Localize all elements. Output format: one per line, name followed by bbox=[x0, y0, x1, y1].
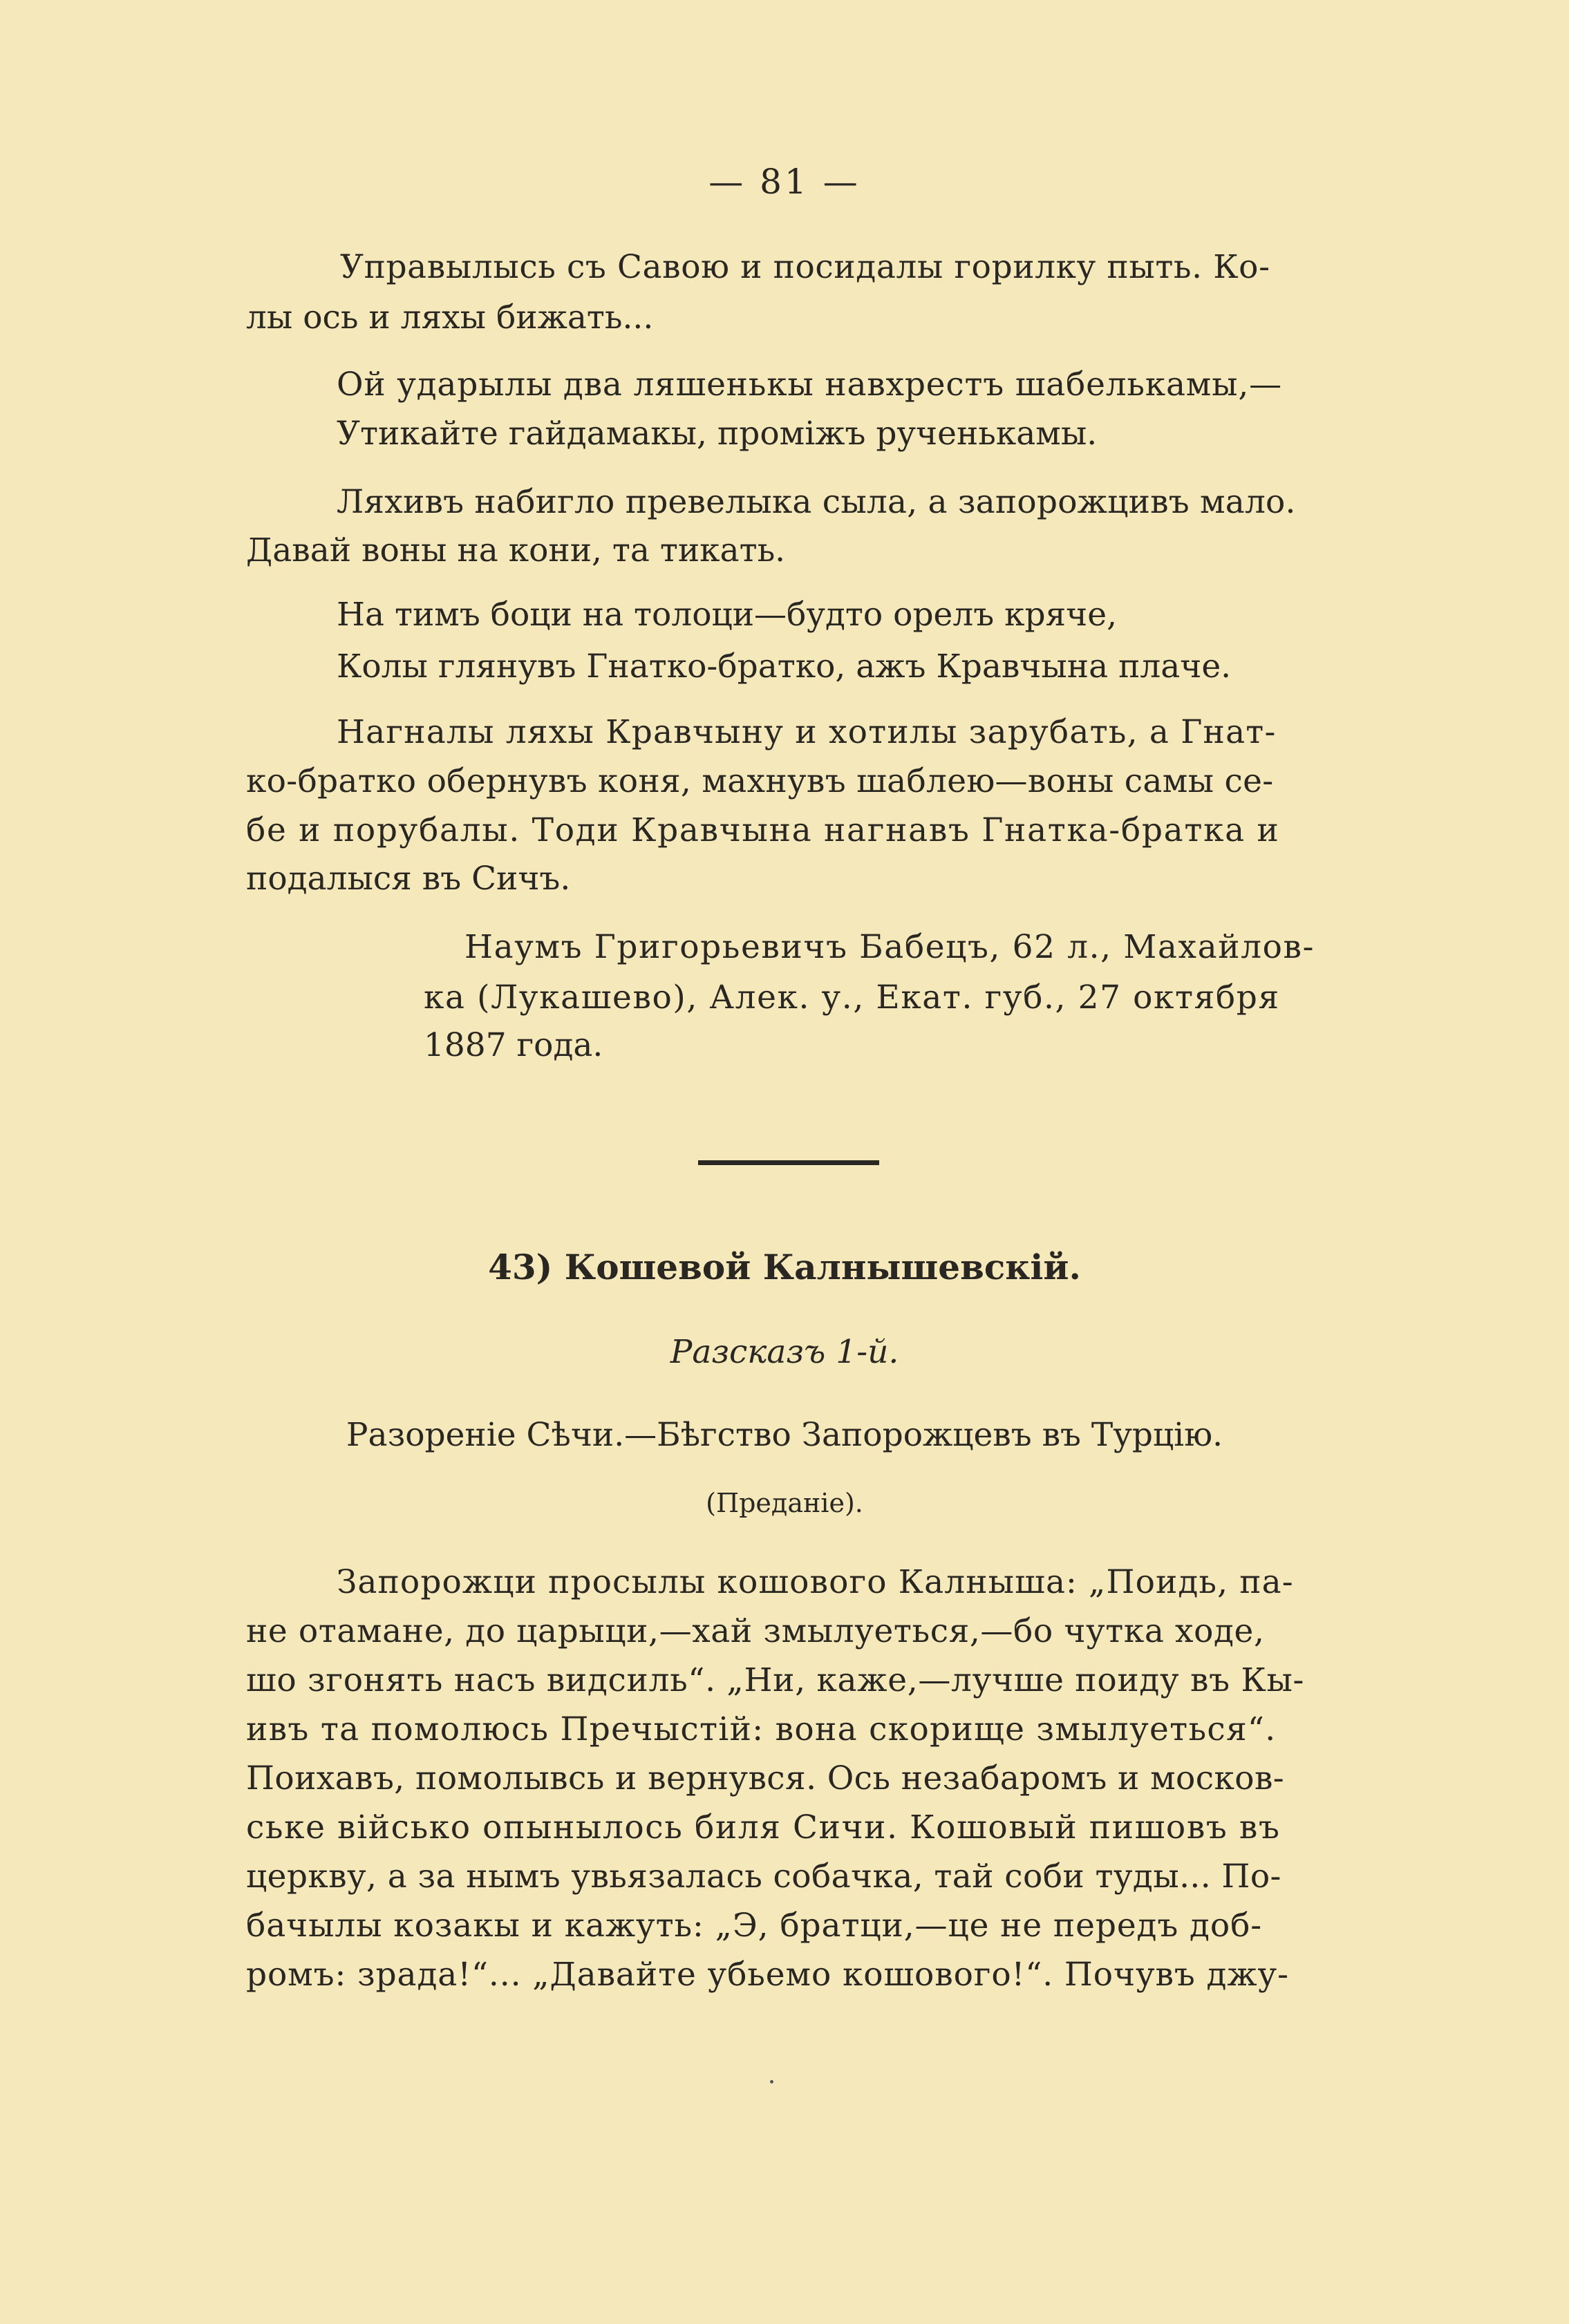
text-line: Давай воны на кони, та тикать. bbox=[246, 531, 786, 569]
text-line: ське військо опынылось биля Сичи. Кошовый пишовъ въ bbox=[246, 1808, 1281, 1846]
text-line: подалыся въ Сичъ. bbox=[246, 860, 571, 898]
verse-line: Ой ударылы два ляшенькы навхрестъ шабелькамы,— bbox=[337, 366, 1282, 404]
attribution-line: ка (Лукашево), Алек. у., Екат. губ., 27 октября bbox=[424, 979, 1280, 1017]
story-topic: Разореніе Сѣчи.—Бѣгство Запорожцевъ въ Турцію. bbox=[346, 1416, 1223, 1454]
text-line: ивъ та помолюсь Пречыстій: вона скорище змылуеться“. bbox=[246, 1710, 1277, 1748]
attribution-line: 1887 года. bbox=[424, 1026, 603, 1064]
section-divider bbox=[698, 1160, 879, 1165]
story-genre: (Преданіе). bbox=[706, 1488, 863, 1518]
print-speck bbox=[770, 2080, 773, 2084]
text-line: ромъ: зрада!“... „Давайте убьемо кошового!“. Почувъ джу- bbox=[246, 1956, 1289, 1994]
text-line: Поихавъ, помолывсь и вернувся. Ось незабаромъ и москов- bbox=[246, 1759, 1285, 1797]
text-line: бе и порубалы. Тоди Кравчына нагнавъ Гнатка-братка и bbox=[246, 811, 1280, 849]
verse-line: Утикайте гайдамакы, проміжъ рученькамы. bbox=[337, 415, 1098, 453]
text-line: Запорожци просылы кошового Калныша: „Поидь, па- bbox=[337, 1563, 1294, 1601]
text-line: не отамане, до царыци,—хай змылуеться,—бо чутка ходе, bbox=[246, 1612, 1265, 1650]
story-subtitle: Разсказъ 1-й. bbox=[670, 1333, 899, 1371]
text-line: Управылысь съ Савою и посидалы горилку пыть. Ко- bbox=[340, 248, 1270, 286]
text-line: ко-братко обернувъ коня, махнувъ шаблею—воны самы се- bbox=[246, 762, 1274, 800]
text-line: шо згонять насъ видсиль“. „Ни, каже,—лучше поиду въ Кы- bbox=[246, 1661, 1305, 1699]
page-number: — 81 — bbox=[708, 162, 861, 202]
text-line: лы ось и ляхы бижать... bbox=[246, 299, 654, 337]
verse-line: На тимъ боци на толоци—будто орелъ кряче, bbox=[337, 596, 1118, 634]
text-line: церкву, а за нымъ увьязалась собачка, тай соби туды... По- bbox=[246, 1858, 1281, 1896]
text-line: бачылы козакы и кажуть: „Э, братци,—це не передъ доб- bbox=[246, 1907, 1263, 1945]
attribution-line: Наумъ Григорьевичъ Бабецъ, 62 л., Махайлов- bbox=[464, 928, 1315, 966]
verse-line: Колы глянувъ Гнатко-братко, ажъ Кравчына плаче. bbox=[337, 648, 1232, 686]
text-line: Нагналы ляхы Кравчыну и хотилы зарубать, а Гнат- bbox=[337, 713, 1277, 751]
section-title: 43) Кошевой Калнышевскій. bbox=[488, 1247, 1081, 1287]
text-line: Ляхивъ набигло превелыка сыла, а запорожцивъ мало. bbox=[337, 483, 1296, 521]
